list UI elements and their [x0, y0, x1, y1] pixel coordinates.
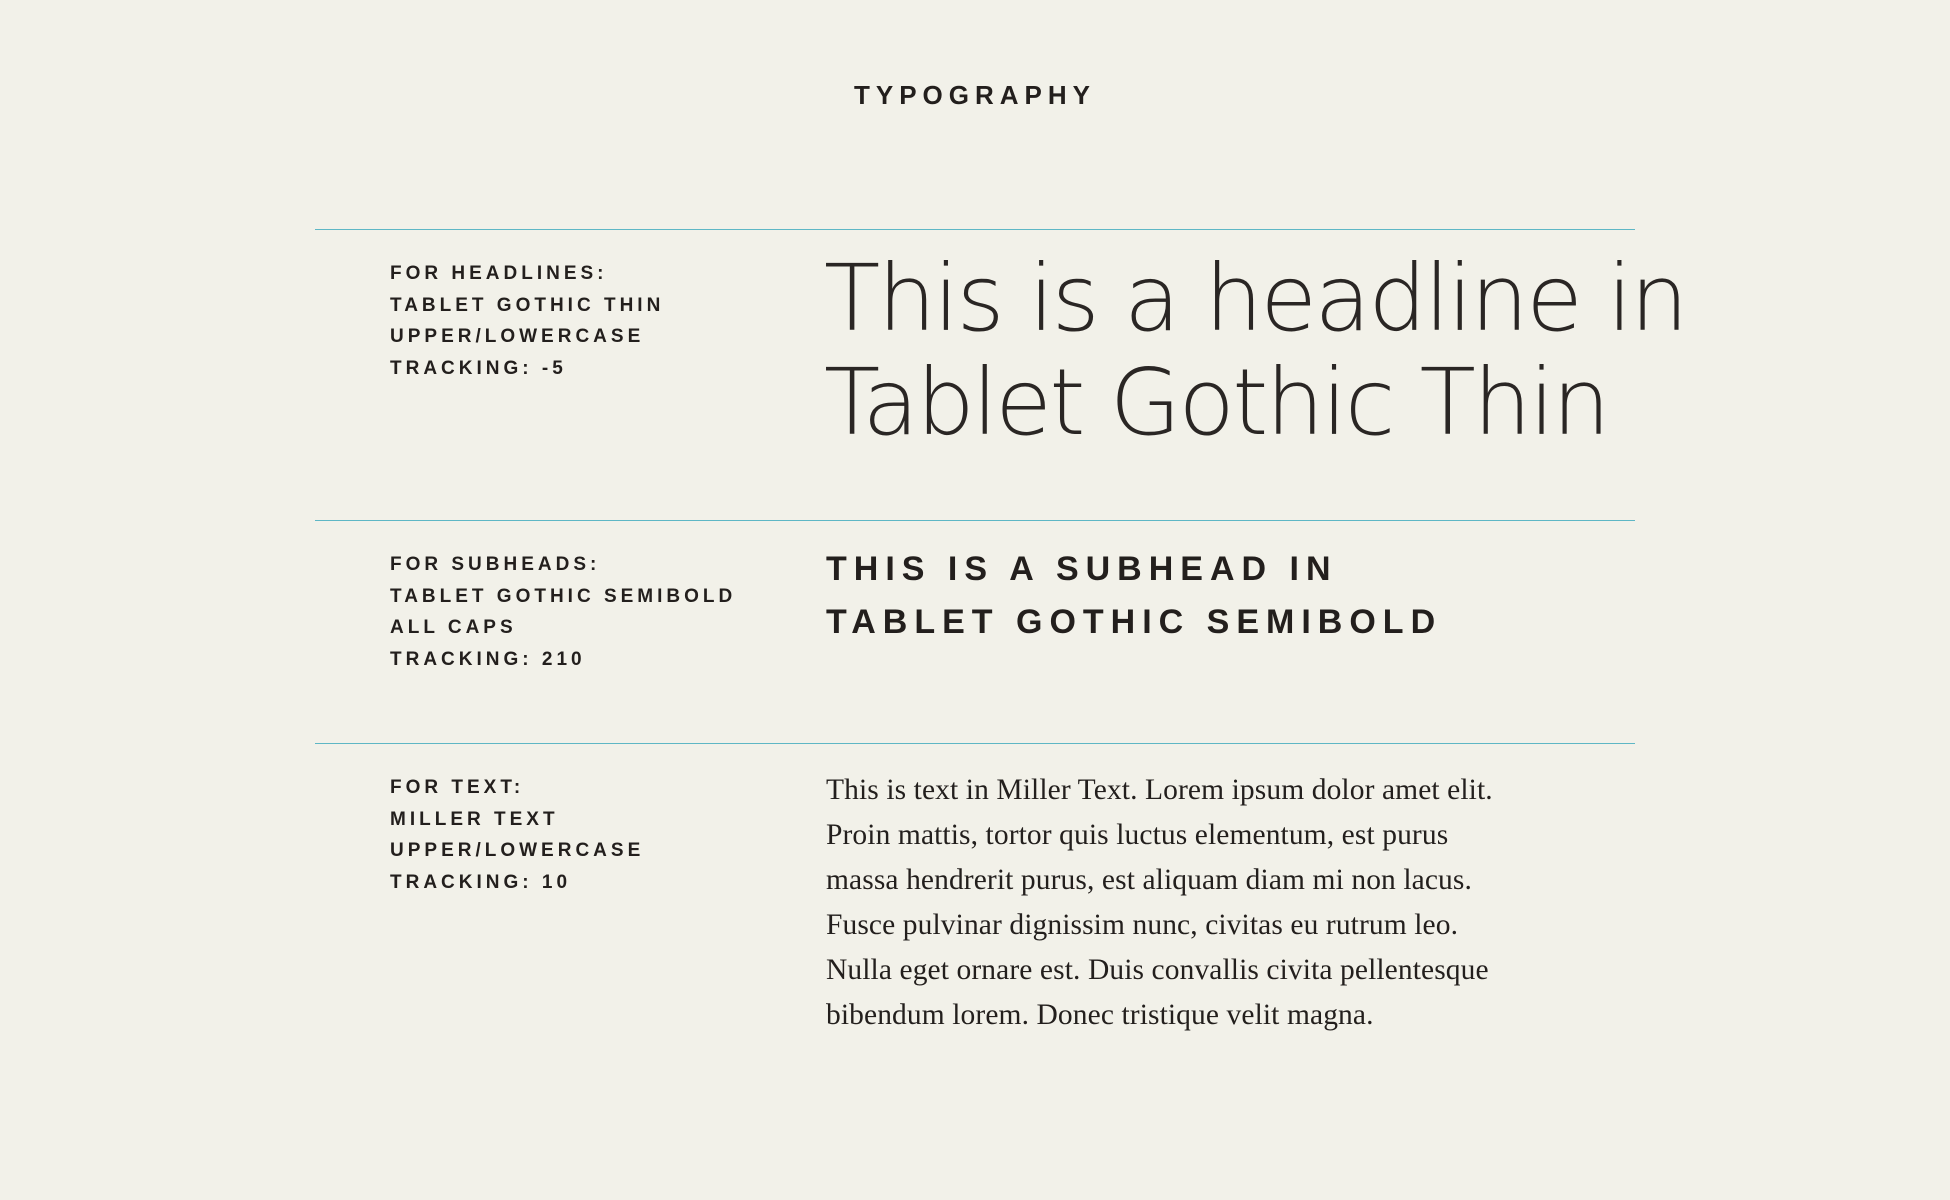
spec-tracking: TRACKING: 210	[390, 648, 586, 670]
body-text-sample	[826, 768, 1566, 1038]
divider-rule	[315, 229, 1635, 230]
spec-case: UPPER/LOWERCASE	[390, 840, 645, 861]
body-text-line: bibendum lorem. Donec tristique velit magna.	[826, 999, 1374, 1031]
body-text-line: Proin mattis, tortor quis luctus elementum, est purus	[826, 819, 1449, 851]
spec-typeface: TABLET GOTHIC THIN	[390, 294, 665, 316]
subhead-sample-line: THIS IS A SUBHEAD IN	[826, 550, 1338, 588]
headline-sample-line: Tablet Gothic Thin	[824, 349, 1608, 456]
spec-typeface: TABLET GOTHIC SEMIBOLD	[390, 585, 737, 607]
body-text-line: Nulla eget ornare est. Duis convallis civita pellentesque	[826, 954, 1489, 986]
headline-sample-line: This is a headline in	[824, 245, 1686, 352]
spec-label: FOR HEADLINES:	[390, 263, 608, 284]
spec-label: FOR SUBHEADS:	[390, 554, 601, 575]
spec-tracking: TRACKING: -5	[390, 357, 567, 379]
spec-case: UPPER/LOWERCASE	[390, 326, 645, 347]
headline-spec-list	[390, 258, 664, 384]
divider-rule	[315, 520, 1635, 521]
subhead-sample	[826, 543, 1442, 649]
body-text-line: massa hendrerit purus, est aliquam diam mi non lacus.	[826, 864, 1472, 896]
body-text-line: Fusce pulvinar dignissim nunc, civitas eu rutrum leo.	[826, 909, 1459, 941]
spec-typeface: MILLER TEXT	[390, 808, 559, 830]
spec-label: FOR TEXT:	[390, 777, 525, 798]
text-spec-list	[390, 772, 644, 898]
divider-rule	[315, 743, 1635, 744]
headline-sample	[824, 247, 1686, 455]
spec-case: ALL CAPS	[390, 617, 517, 638]
page-title: TYPOGRAPHY	[853, 80, 1097, 110]
subhead-sample-line: TABLET GOTHIC SEMIBOLD	[826, 603, 1443, 641]
spec-tracking: TRACKING: 10	[390, 871, 572, 893]
body-text-line: This is text in Miller Text. Lorem ipsum dolor amet elit.	[826, 774, 1493, 806]
subhead-spec-list	[390, 549, 736, 675]
